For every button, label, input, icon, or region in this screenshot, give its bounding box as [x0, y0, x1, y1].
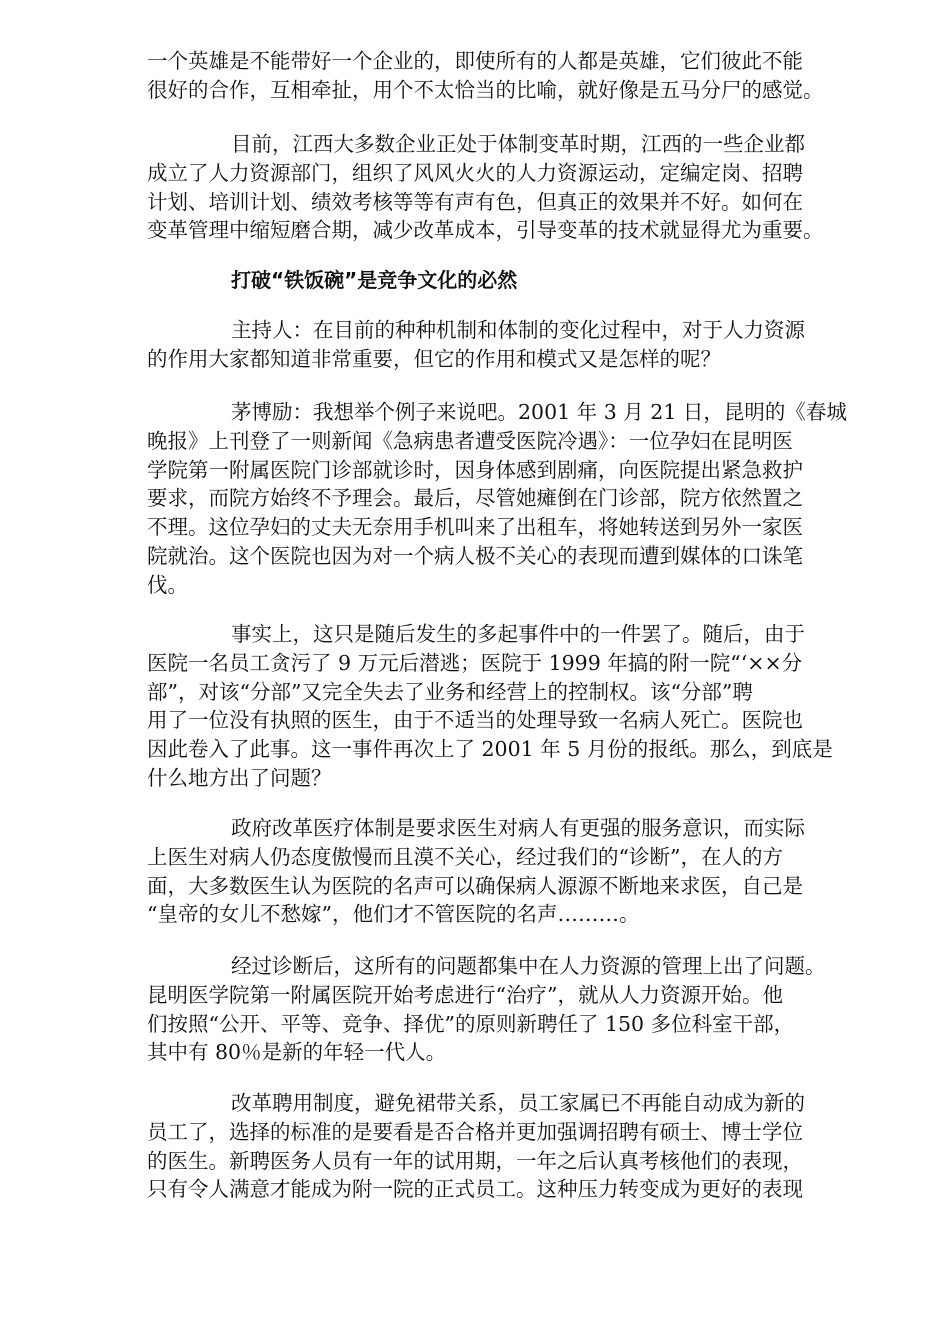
paragraph-line: 经过诊断后，这所有的问题都集中在人力资源的管理上出了问题。 [231, 954, 826, 978]
paragraph-events [147, 620, 873, 793]
paragraph-host-question [147, 316, 873, 374]
paragraph-line: 只有令人满意才能成为附一院的正式员工。这种压力转变成为更好的表现 [147, 1177, 803, 1202]
paragraph-line: “皇帝的女儿不愁嫁”，他们才不管医院的名声………。 [147, 902, 640, 927]
paragraph-line: 目前，江西大多数企业正处于体制变革时期，江西的一些企业都 [231, 132, 805, 156]
paragraph-line: 的医生。新聘医务人员有一年的试用期，一年之后认真考核他们的表现， [147, 1148, 803, 1173]
paragraph-line: 院就治。这个医院也因为对一个病人极不关心的表现而遭到媒体的口诛笔 [147, 543, 803, 568]
paragraph-1 [147, 47, 873, 105]
paragraph-line: 因此卷入了此事。这一事件再次上了 2001 年 5 月份的报纸。那么，到底是 [147, 737, 833, 762]
paragraph-line: 什么地方出了问题？ [147, 765, 332, 790]
paragraph-line: 改革聘用制度，避免裙带关系，员工家属已不再能自动成为新的 [231, 1091, 805, 1115]
paragraph-line: 昆明医学院第一附属医院开始考虑进行“治疗”，就从人力资源开始。他 [147, 982, 783, 1007]
paragraph-line: 成立了人力资源部门，组织了风风火火的人力资源运动，定编定岗、招聘 [147, 160, 803, 185]
paragraph-line: 变革管理中缩短磨合期，减少改革成本，引导变革的技术就显得尤为重要。 [147, 218, 824, 243]
paragraph-line: 员工了，选择的标准的是要看是否合格并更加强调招聘有硕士、博士学位 [147, 1119, 803, 1144]
paragraph-line: 部”，对该“分部”又完全失去了业务和经营上的控制权。该“分部”聘 [147, 679, 753, 704]
paragraph-line: 事实上，这只是随后发生的多起事件中的一件罢了。随后，由于 [231, 622, 805, 646]
paragraph-2 [147, 130, 873, 245]
paragraph-line: 的作用大家都知道非常重要，但它的作用和模式又是怎样的呢？ [147, 346, 721, 371]
paragraph-line: 晚报》上刊登了一则新闻《急病患者遭受医院冷遇》：一位孕妇在昆明医 [147, 428, 793, 453]
paragraph-line: 计划、培训计划、绩效考核等等有声有色，但真正的效果并不好。如何在 [147, 189, 803, 214]
paragraph-line: 学院第一附属医院门诊部就诊时，因身体感到剧痛，向医院提出紧急救护 [147, 457, 803, 482]
paragraph-line: 伐。 [147, 572, 188, 597]
paragraph-line: 不理。这位孕妇的丈夫无奈用手机叫来了出租车，将她转送到另外一家医 [147, 515, 803, 540]
paragraph-line: 医院一名员工贪污了 9 万元后潜逃；医院于 1999 年搞的附一院“‘××分 [147, 650, 803, 675]
paragraph-line: 其中有 80％是新的年轻一代人。 [147, 1040, 447, 1065]
paragraph-line: 要求，而院方始终不予理会。最后，尽管她瘫倒在门诊部，院方依然置之 [147, 486, 803, 511]
paragraph-hiring [147, 1089, 873, 1204]
paragraph-line: 政府改革医疗体制是要求医生对病人有更强的服务意识，而实际 [231, 816, 805, 840]
paragraph-example [147, 398, 873, 600]
paragraph-line: 主持人：在目前的种种机制和体制的变化过程中，对于人力资源 [231, 318, 805, 342]
paragraph-line: 面，大多数医生认为医院的名声可以确保病人源源不断地来求医，自己是 [147, 873, 803, 898]
section-heading: 打破“铁饭碗”是竞争文化的必然 [231, 268, 518, 292]
paragraph-line: 用了一位没有执照的医生，由于不适当的处理导致一名病人死亡。医院也 [147, 708, 803, 733]
paragraph-reform [147, 814, 873, 929]
paragraph-line: 一个英雄是不能带好一个企业的，即使所有的人都是英雄，它们彼此不能 [147, 49, 803, 73]
paragraph-line: 上医生对病人仍态度傲慢而且漠不关心，经过我们的“诊断”，在人的方 [147, 844, 783, 869]
paragraph-line: 们按照“公开、平等、竞争、择优”的原则新聘任了 150 多位科室干部， [147, 1011, 795, 1036]
paragraph-diagnosis [147, 952, 873, 1067]
paragraph-line: 很好的合作，互相牵扯，用个不太恰当的比喻，就好像是五马分尸的感觉。 [147, 77, 824, 102]
paragraph-line: 茅博励：我想举个例子来说吧。2001 年 3 月 21 日，昆明的《春城 [231, 400, 847, 424]
